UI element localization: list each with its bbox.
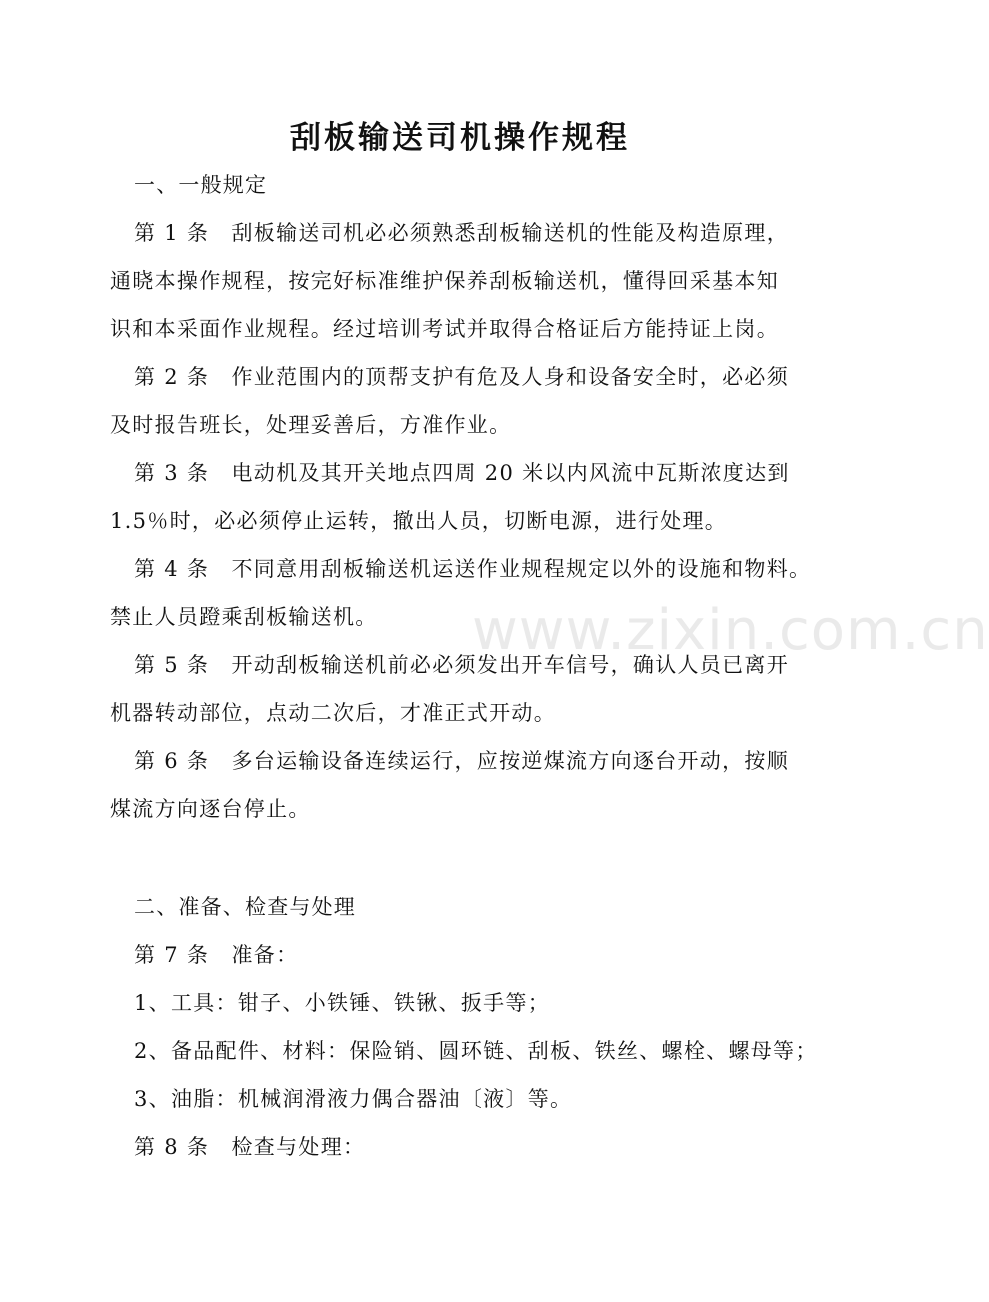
paragraph-line: 1.5％时，必必须停止运转，撤出人员，切断电源，进行处理。	[110, 509, 728, 533]
watermark: www.zixin.com.cn	[472, 598, 989, 663]
paragraph-line: 通晓本操作规程，按完好标准维护保养刮板输送机，懂得回采基本知	[110, 269, 779, 293]
paragraph-line: 第 7 条 准备：	[134, 943, 299, 967]
list-item: 1、工具：钳子、小铁锤、铁锹、扳手等；	[134, 991, 551, 1015]
section-heading-preparation: 二、准备、检查与处理	[134, 895, 356, 919]
paragraph-line: 识和本采面作业规程。经过培训考试并取得合格证后方能持证上岗。	[110, 317, 779, 341]
paragraph-line: 及时报告班长，处理妥善后，方准作业。	[110, 413, 512, 437]
paragraph-line: 第 3 条 电动机及其开关地点四周 20 米以内风流中瓦斯浓度达到	[134, 461, 790, 485]
paragraph-line: 第 5 条 开动刮板输送机前必必须发出开车信号，确认人员已离开	[134, 653, 790, 677]
paragraph-line: 第 6 条 多台运输设备连续运行，应按逆煤流方向逐台开动，按顺	[134, 749, 790, 773]
list-item: 2、备品配件、材料：保险销、圆环链、刮板、铁丝、螺栓、螺母等；	[134, 1039, 818, 1063]
list-item: 3、油脂：机械润滑液力偶合器油〔液〕等。	[134, 1087, 573, 1111]
paragraph-line: 第 1 条 刮板输送司机必必须熟悉刮板输送机的性能及构造原理，	[134, 221, 790, 245]
section-heading-general: 一、一般规定	[134, 173, 268, 197]
paragraph-line: 煤流方向逐台停止。	[110, 797, 311, 821]
paragraph-line: 机器转动部位，点动二次后，才准正式开动。	[110, 701, 556, 725]
paragraph-line: 禁止人员蹬乘刮板输送机。	[110, 605, 378, 629]
paragraph-line: 第 4 条 不同意用刮板输送机运送作业规程规定以外的设施和物料。	[134, 557, 812, 581]
paragraph-line: 第 8 条 检查与处理：	[134, 1135, 366, 1159]
paragraph-line: 第 2 条 作业范围内的顶帮支护有危及人身和设备安全时，必必须	[134, 365, 790, 389]
document-title: 刮板输送司机操作规程	[290, 120, 630, 156]
